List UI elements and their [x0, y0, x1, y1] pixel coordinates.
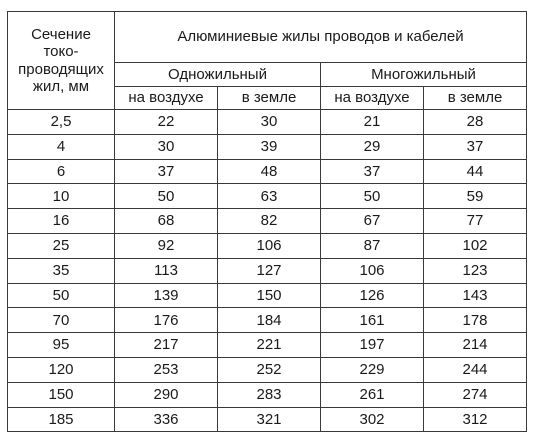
- cell-single-air: 253: [115, 357, 218, 382]
- cell-section: 10: [8, 184, 115, 209]
- cell-single-ground: 106: [218, 233, 321, 258]
- cell-single-air: 217: [115, 333, 218, 358]
- cell-single-air: 30: [115, 134, 218, 159]
- subgroup-single-core: Одножильный: [115, 63, 321, 87]
- cell-single-air: 139: [115, 283, 218, 308]
- cell-section: 50: [8, 283, 115, 308]
- cell-multi-ground: 274: [424, 382, 527, 407]
- cell-single-ground: 221: [218, 333, 321, 358]
- cell-multi-ground: 59: [424, 184, 527, 209]
- cell-multi-air: 67: [321, 209, 424, 234]
- table-row: [8, 407, 527, 432]
- table-row: [8, 184, 527, 209]
- cell-section: 35: [8, 258, 115, 283]
- cell-multi-ground: 214: [424, 333, 527, 358]
- cell-single-air: 22: [115, 110, 218, 135]
- cell-multi-air: 261: [321, 382, 424, 407]
- cell-single-air: 92: [115, 233, 218, 258]
- cell-multi-ground: 244: [424, 357, 527, 382]
- table-row: [8, 308, 527, 333]
- table-row: [8, 209, 527, 234]
- cell-single-ground: 39: [218, 134, 321, 159]
- table-row: [8, 159, 527, 184]
- cell-multi-ground: 143: [424, 283, 527, 308]
- table-row: [8, 134, 527, 159]
- cell-multi-ground: 178: [424, 308, 527, 333]
- table-row: [8, 333, 527, 358]
- table-row: [8, 382, 527, 407]
- cell-section: 120: [8, 357, 115, 382]
- cell-multi-air: 229: [321, 357, 424, 382]
- cell-single-air: 50: [115, 184, 218, 209]
- cell-single-air: 68: [115, 209, 218, 234]
- cell-multi-ground: 77: [424, 209, 527, 234]
- cell-single-air: 176: [115, 308, 218, 333]
- cell-multi-air: 29: [321, 134, 424, 159]
- cell-section: 6: [8, 159, 115, 184]
- table-row: [8, 283, 527, 308]
- table-row: [8, 233, 527, 258]
- section-header-line: Сечение: [31, 26, 91, 43]
- cell-multi-ground: 123: [424, 258, 527, 283]
- cell-multi-air: 126: [321, 283, 424, 308]
- cell-single-air: 336: [115, 407, 218, 432]
- subgroup-multi-core: Многожильный: [321, 63, 527, 87]
- cell-single-ground: 82: [218, 209, 321, 234]
- cell-single-ground: 127: [218, 258, 321, 283]
- table-body: [8, 110, 527, 432]
- column-header-single-ground: в земле: [218, 87, 321, 110]
- cell-multi-air: 37: [321, 159, 424, 184]
- cell-multi-air: 50: [321, 184, 424, 209]
- table-row: [8, 258, 527, 283]
- cell-section: 4: [8, 134, 115, 159]
- cell-single-air: 113: [115, 258, 218, 283]
- cell-single-air: 37: [115, 159, 218, 184]
- cell-multi-air: 302: [321, 407, 424, 432]
- cell-single-ground: 48: [218, 159, 321, 184]
- cell-single-ground: 150: [218, 283, 321, 308]
- cell-single-air: 290: [115, 382, 218, 407]
- column-header-multi-ground: в земле: [424, 87, 527, 110]
- cell-multi-ground: 28: [424, 110, 527, 135]
- section-header-line: проводящих: [18, 60, 104, 78]
- cell-multi-air: 21: [321, 110, 424, 135]
- cell-multi-ground: 102: [424, 233, 527, 258]
- cell-multi-air: 87: [321, 233, 424, 258]
- section-header-line: жил, мм: [32, 77, 90, 95]
- column-header-single-air: на воздухе: [115, 87, 218, 110]
- cell-single-ground: 283: [218, 382, 321, 407]
- cell-single-ground: 63: [218, 184, 321, 209]
- cell-multi-ground: 37: [424, 134, 527, 159]
- cell-multi-air: 161: [321, 308, 424, 333]
- table-row: [8, 357, 527, 382]
- cell-multi-air: 197: [321, 333, 424, 358]
- cell-section: 2,5: [8, 110, 115, 135]
- cell-section: 185: [8, 407, 115, 432]
- section-header: [8, 12, 115, 110]
- cell-section: 150: [8, 382, 115, 407]
- cell-section: 25: [8, 233, 115, 258]
- cell-single-ground: 30: [218, 110, 321, 135]
- cell-single-ground: 321: [218, 407, 321, 432]
- cell-single-ground: 252: [218, 357, 321, 382]
- cell-multi-air: 106: [321, 258, 424, 283]
- table-row: [8, 110, 527, 135]
- aluminum-cable-ampacity-table: [7, 11, 527, 432]
- cell-multi-ground: 312: [424, 407, 527, 432]
- cell-multi-ground: 44: [424, 159, 527, 184]
- group-title: Алюминиевые жилы проводов и кабелей: [115, 12, 527, 63]
- cell-section: 16: [8, 209, 115, 234]
- column-header-multi-air: на воздухе: [321, 87, 424, 110]
- cell-single-ground: 184: [218, 308, 321, 333]
- section-header-line: токо-: [43, 43, 79, 61]
- cell-section: 95: [8, 333, 115, 358]
- cell-section: 70: [8, 308, 115, 333]
